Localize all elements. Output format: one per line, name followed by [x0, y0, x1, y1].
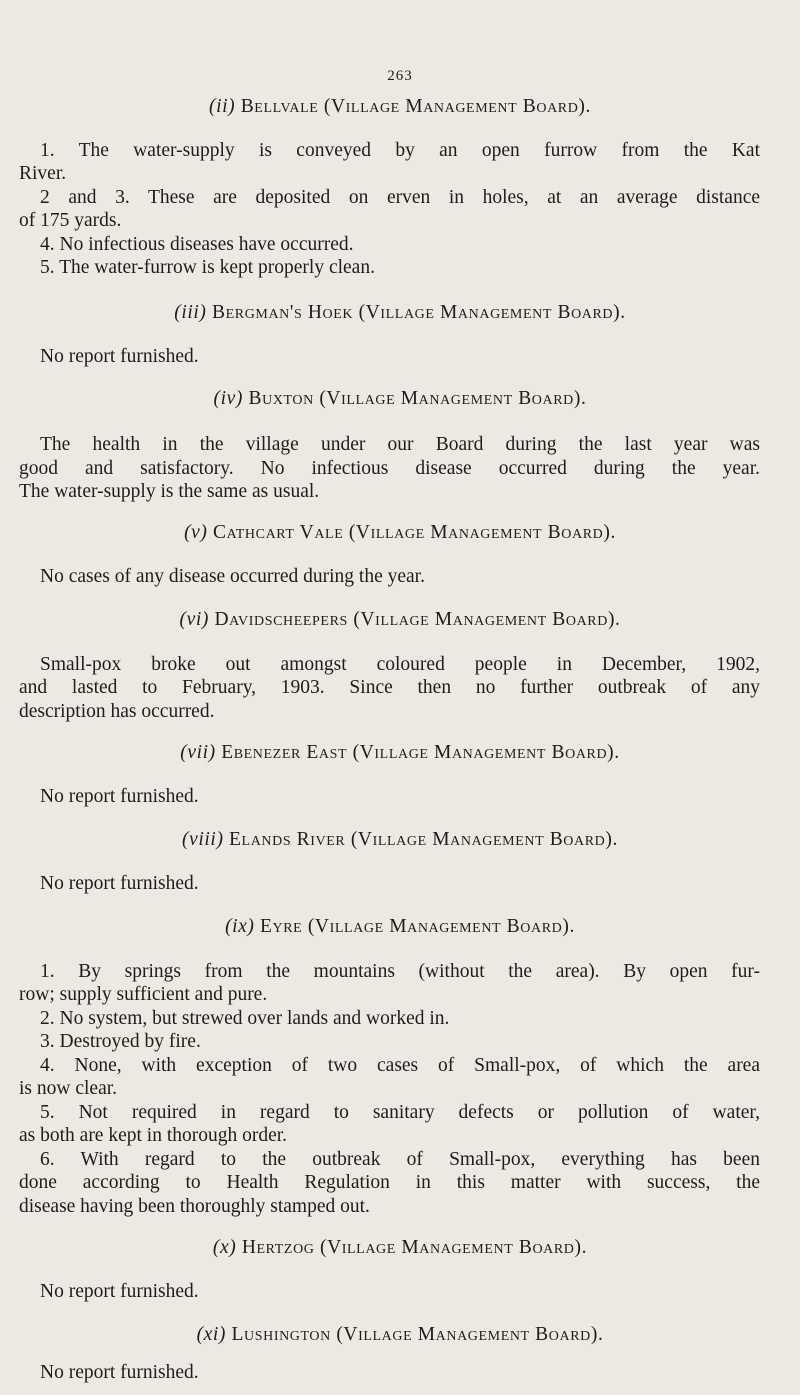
- section-heading-cathcart-vale: [0, 522, 800, 544]
- section-board: (Village Management Board).: [353, 609, 621, 630]
- section-name: Bergman's Hoek: [212, 302, 354, 323]
- body-line: No report furnished.: [40, 346, 199, 367]
- page-number: 263: [387, 68, 413, 84]
- body-line: 2. No system, but strewed over lands and worked in.: [40, 1008, 450, 1029]
- body-line: and lasted to February, 1903. Since then no further outbreak of any: [19, 677, 760, 698]
- section-number: (vii): [180, 742, 216, 763]
- section-board: (Village Management Board).: [358, 302, 626, 323]
- body-line: No report furnished.: [40, 873, 199, 894]
- body-line: 2 and 3. These are deposited on erven in holes, at an average distance: [40, 187, 760, 208]
- section-name: Bellvale: [240, 96, 319, 117]
- section-name: Buxton: [248, 388, 314, 409]
- section-board: (Village Management Board).: [307, 916, 575, 937]
- body-line: No report furnished.: [40, 1362, 199, 1383]
- section-board: (Village Management Board).: [323, 96, 591, 117]
- body-line: row; supply sufficient and pure.: [19, 984, 268, 1005]
- section-heading-lushington: [0, 1324, 800, 1346]
- section-heading-eyre: [0, 916, 800, 938]
- section-heading-elands-river: [0, 829, 800, 851]
- section-board: (Village Management Board).: [350, 829, 618, 850]
- section-heading-ebenezer-east: [0, 742, 800, 764]
- body-line: 6. With regard to the outbreak of Small-pox, everything has been: [40, 1149, 760, 1170]
- body-line: No cases of any disease occurred during the year.: [40, 566, 425, 587]
- body-line: of 175 yards.: [19, 210, 122, 231]
- section-number: (ix): [225, 916, 255, 937]
- body-line: disease having been thoroughly stamped out.: [19, 1196, 370, 1217]
- section-number: (xi): [196, 1324, 227, 1345]
- body-line: 3. Destroyed by fire.: [40, 1031, 201, 1052]
- section-name: Cathcart Vale: [213, 522, 344, 543]
- section-name: Hertzog: [241, 1237, 315, 1258]
- body-line: No report furnished.: [40, 786, 199, 807]
- section-number: (iv): [213, 388, 244, 409]
- body-line: Small-pox broke out amongst coloured people in December, 1902,: [40, 654, 760, 675]
- section-board: (Village Management Board).: [352, 742, 620, 763]
- section-heading-buxton: [0, 388, 800, 410]
- body-line: 1. The water-supply is conveyed by an open furrow from the Kat: [40, 140, 760, 161]
- section-board: (Village Management Board).: [336, 1324, 604, 1345]
- section-heading-bergmans-hoek: [0, 302, 800, 324]
- section-number: (iii): [174, 302, 207, 323]
- section-number: (ii): [208, 96, 236, 117]
- body-line: as both are kept in thorough order.: [19, 1125, 288, 1146]
- body-line: No report furnished.: [40, 1281, 199, 1302]
- body-line: is now clear.: [19, 1078, 118, 1099]
- section-name: Ebenezer East: [221, 742, 348, 763]
- body-line: 1. By springs from the mountains (without the area). By open fur-: [40, 961, 760, 982]
- body-line: River.: [19, 163, 67, 184]
- section-board: (Village Management Board).: [319, 1237, 588, 1258]
- section-board: (Village Management Board).: [319, 388, 587, 409]
- section-name: Elands River: [229, 829, 346, 850]
- section-name: Lushington: [231, 1324, 331, 1345]
- body-line: 4. No infectious diseases have occurred.: [40, 234, 354, 255]
- body-line: 5. Not required in regard to sanitary defects or pollution of water,: [40, 1102, 760, 1123]
- body-line: The water-supply is the same as usual.: [19, 481, 320, 502]
- section-number: (x): [212, 1237, 237, 1258]
- section-name: Eyre: [260, 916, 303, 937]
- section-number: (viii): [182, 829, 224, 850]
- body-line: 4. None, with exception of two cases of Small-pox, of which the area: [40, 1055, 760, 1076]
- section-heading-hertzog: [0, 1237, 800, 1259]
- body-line: good and satisfactory. No infectious disease occurred during the year.: [19, 458, 760, 479]
- section-number: (v): [184, 522, 208, 543]
- body-line: 5. The water-furrow is kept properly clean.: [40, 257, 375, 278]
- section-number: (vi): [179, 609, 209, 630]
- section-heading-davidscheepers: [0, 609, 800, 631]
- body-line: description has occurred.: [19, 701, 215, 722]
- body-line: The health in the village under our Board during the last year was: [40, 434, 760, 455]
- section-name: Davidscheepers: [214, 609, 348, 630]
- section-board: (Village Management Board).: [348, 522, 616, 543]
- body-line: done according to Health Regulation in this matter with success, the: [19, 1172, 760, 1193]
- section-heading-bellvale: [0, 96, 800, 118]
